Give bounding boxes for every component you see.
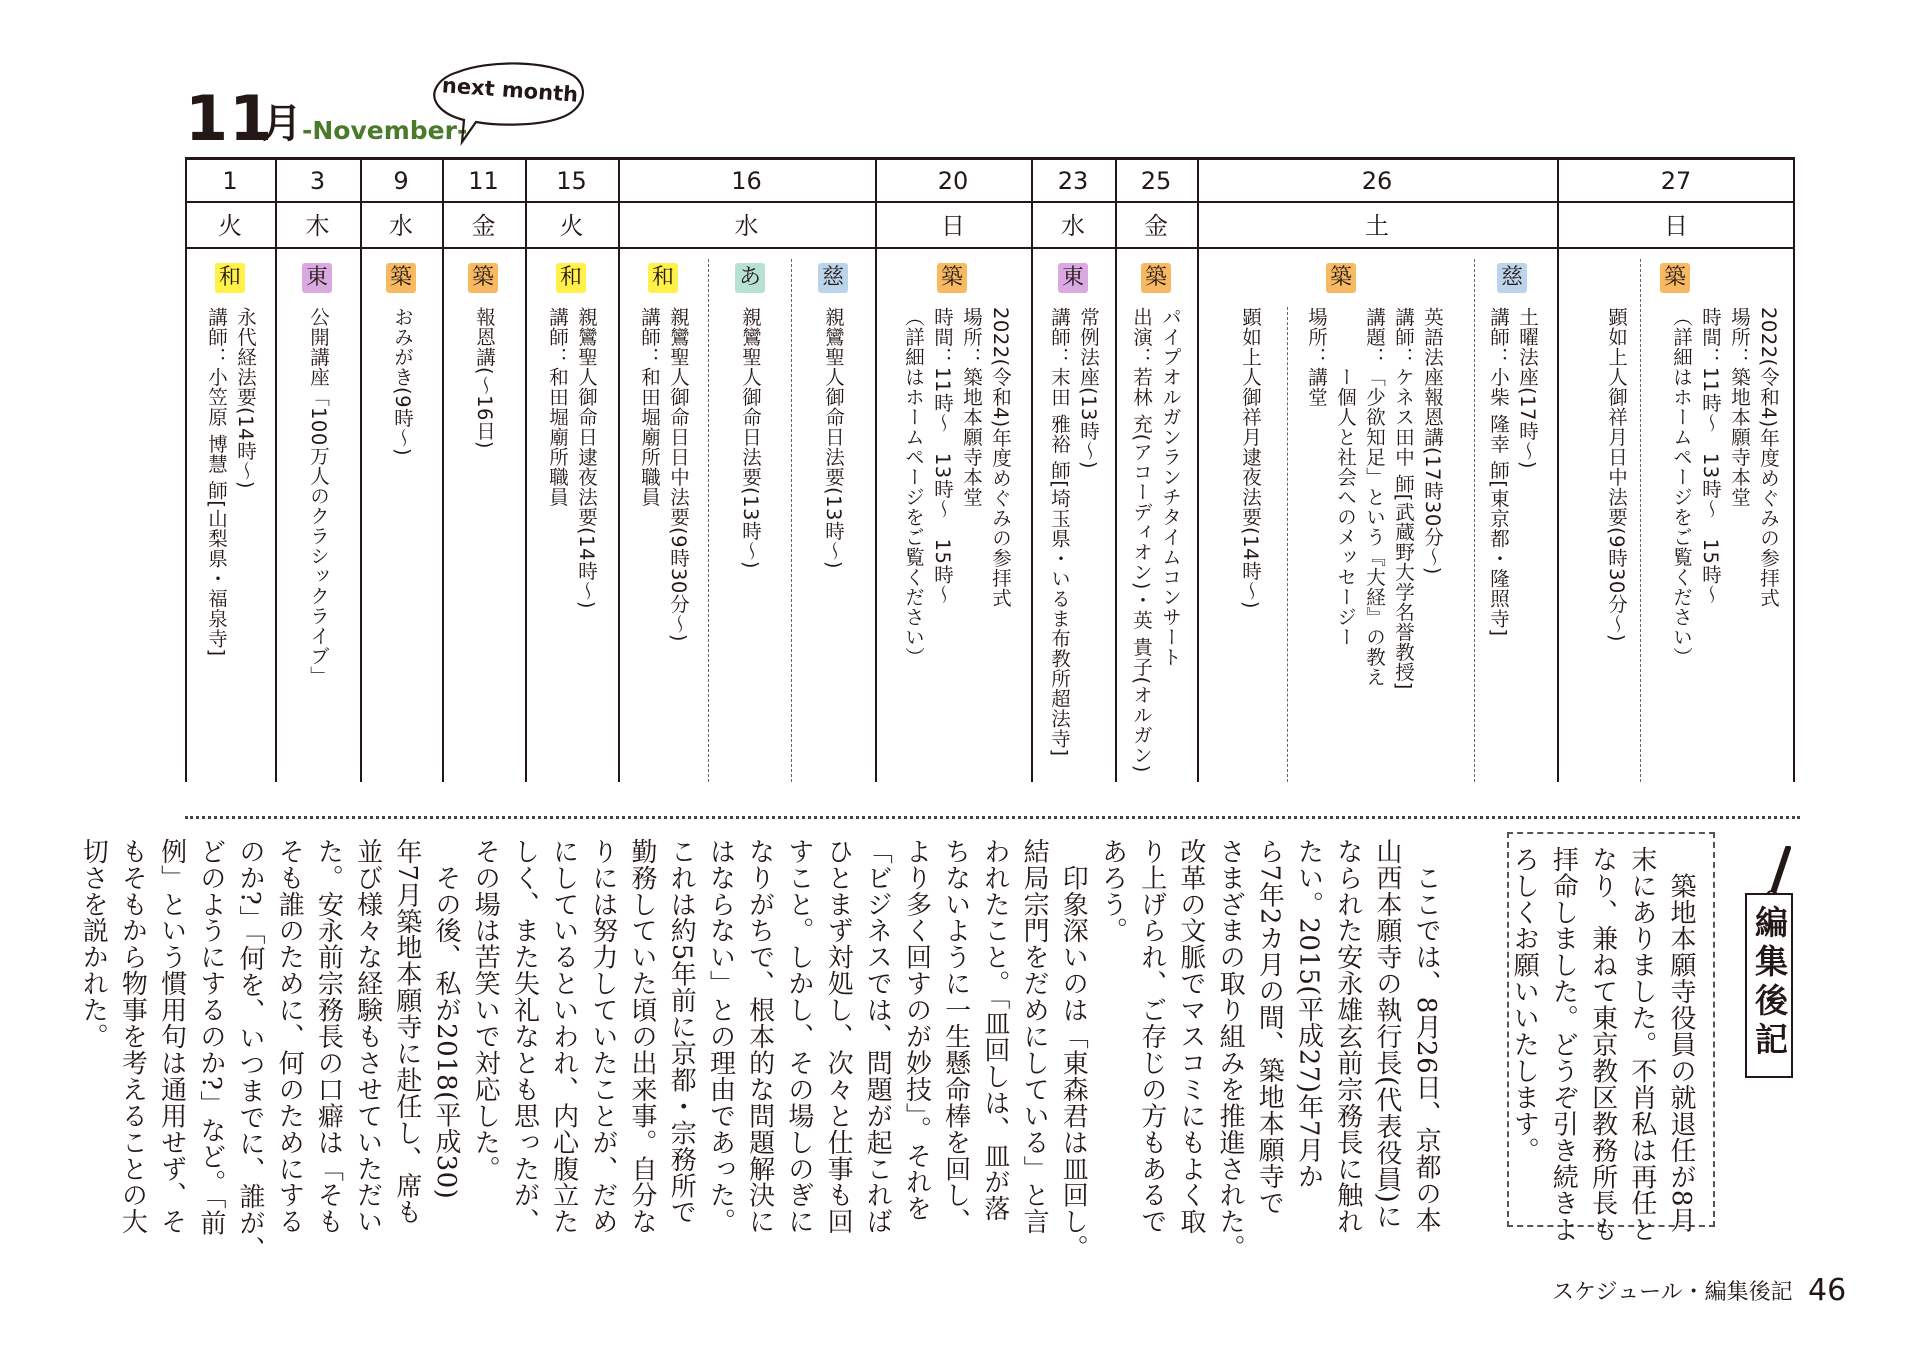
event-line: 講師：末田 雅裕 師[埼玉県・いるま布教所超法寺] xyxy=(1048,307,1071,757)
weekday-16: 水 xyxy=(734,212,759,240)
event-line: 英語法座報恩講(17時30分〜) xyxy=(1421,307,1444,575)
event-line: 親鸞聖人御命日逮夜法要(14時〜) xyxy=(575,307,598,610)
article-line: その場は苦笑いで対応した。 xyxy=(470,838,501,1182)
event-text xyxy=(304,307,333,774)
article-line: りには努力していたことが、だめ xyxy=(587,838,618,1235)
article-line: にしているといわれ、内心腹立た xyxy=(548,838,579,1235)
event-line: 場所：築地本願寺本堂 xyxy=(960,307,983,507)
event-line: 出演：若林 充(アコーディオン)・英 貴子(オルガン) xyxy=(1130,307,1153,773)
date-15: 15 xyxy=(556,167,587,195)
venue-badge: 慈 xyxy=(1497,263,1527,293)
page-number: 46 xyxy=(1808,1273,1847,1308)
date-9: 9 xyxy=(393,167,409,195)
weekday-20: 日 xyxy=(941,212,965,240)
event-line: 顕如上人御祥月逮夜法要(14時〜) xyxy=(1239,307,1262,610)
event-line: ー個人と社会へのメッセージー xyxy=(1334,307,1357,647)
event-line: 2022(令和4)年度めぐみの参拝式 xyxy=(989,307,1012,608)
sub-divider xyxy=(791,259,792,782)
event-text xyxy=(1602,307,1631,774)
venue-badge: 築 xyxy=(386,263,416,293)
event-line: 時間：11時〜 13時〜 15時〜 xyxy=(1699,307,1722,605)
article-line: 年7月築地本願寺に赴任し、席も xyxy=(391,838,422,1226)
event-text xyxy=(470,307,499,774)
event-line: 顕如上人御祥月日中法要(9時30分〜) xyxy=(1605,307,1628,642)
date-26: 26 xyxy=(1361,167,1393,195)
article-line: あろう。 xyxy=(1097,838,1128,944)
article-line: さまざまの取り組みを推進された。 xyxy=(1215,838,1246,1262)
sub-divider xyxy=(1640,259,1641,782)
weekday-9: 水 xyxy=(389,212,413,240)
article-line: 結局宗門をだめにしている」と言 xyxy=(1019,838,1050,1235)
article-line: のか?」「何を、いつまでに、誰が、 xyxy=(235,838,266,1263)
next-month-label: next month xyxy=(441,73,579,107)
section-divider xyxy=(185,816,1800,819)
event-text xyxy=(202,307,260,774)
event-line: 講師：ケネス田中 師[武蔵野大学名誉教授] xyxy=(1392,307,1415,690)
venue-badge: 和 xyxy=(648,263,678,293)
event-line: 親鸞聖人御命日法要(13時〜) xyxy=(822,307,845,570)
event-text xyxy=(543,307,601,774)
article-line: なりがちで、根本的な問題解決に xyxy=(744,838,775,1235)
article-line: より多く回すのが妙技」。それを xyxy=(901,838,932,1222)
event-line: 報恩講(〜16日) xyxy=(473,307,496,450)
event-line: おみがき(9時〜) xyxy=(391,307,414,457)
venue-badge: 東 xyxy=(1058,263,1088,293)
date-11: 11 xyxy=(468,167,499,195)
weekday-23: 水 xyxy=(1061,212,1085,240)
article-line: はならない」との理由であった。 xyxy=(705,838,736,1235)
article-line: ら7年2カ月の間、築地本願寺で xyxy=(1254,838,1285,1216)
article-line: 並び様々な経験もさせていただい xyxy=(352,838,383,1235)
event-line: 場所：講堂 xyxy=(1305,307,1328,407)
event-line: 公開講座「100万人のクラシックライブ」 xyxy=(307,307,330,686)
notice-line: なり、兼ねて東京教区教務所長も xyxy=(1587,846,1618,1243)
article-line: 印象深いのは「東森君は皿回し。 xyxy=(1058,838,1089,1262)
event-line: 講師：和田堀廟所職員 xyxy=(546,307,569,507)
article-line: しく、また失礼なとも思ったが、 xyxy=(509,838,540,1235)
venue-badge: 築 xyxy=(468,263,498,293)
article-line: ひとまず対処し、次々と仕事も回 xyxy=(823,838,854,1235)
article-line: た。安永前宗務長の口癖は「そも xyxy=(313,838,344,1235)
article-line: われたこと。「皿回しは、皿が落 xyxy=(979,838,1010,1222)
weekday-11: 金 xyxy=(471,212,496,240)
article-line: り上げられ、ご存じの方もあるで xyxy=(1136,838,1167,1235)
notice-line: 末にありました。不肖私は再任と xyxy=(1626,846,1657,1243)
weekday-25: 金 xyxy=(1144,212,1168,240)
weekday-3: 木 xyxy=(305,212,330,240)
article-line: 例」という慣用句は通用せず、そ xyxy=(156,838,187,1235)
article-line: ちないように一生懸命棒を回し、 xyxy=(940,838,971,1235)
event-line: 2022(令和4)年度めぐみの参拝式 xyxy=(1757,307,1780,608)
event-text xyxy=(1045,307,1103,774)
event-text xyxy=(819,307,848,774)
article-line: なられた安永雄玄前宗務長に触れ xyxy=(1332,838,1363,1235)
month-english: -November- xyxy=(302,116,468,145)
article-line: 「ビジネスでは、問題が起これば xyxy=(862,838,893,1235)
event-line: 永代経法要(14時〜) xyxy=(234,307,257,490)
date-3: 3 xyxy=(309,167,326,195)
notice-line: 拝命しました。どうぞ引き続きよ xyxy=(1548,846,1579,1243)
notice-line: ろしくお願いいたします。 xyxy=(1509,846,1540,1164)
schedule-table xyxy=(185,157,1795,782)
venue-badge: 慈 xyxy=(818,263,848,293)
event-line: 常例法座(13時〜) xyxy=(1077,307,1100,470)
venue-badge: 築 xyxy=(1141,263,1171,293)
event-text xyxy=(1127,307,1185,774)
date-16: 16 xyxy=(731,167,762,195)
event-line: 講師：小柴 隆幸 師[東京都・隆照寺] xyxy=(1487,307,1510,637)
event-text xyxy=(1302,307,1447,774)
event-line: （詳細はホームページをご覧ください） xyxy=(1670,307,1693,667)
venue-badge: 東 xyxy=(302,263,332,293)
article-line: これは約5年前に京都・宗務所で xyxy=(666,838,697,1226)
date-20: 20 xyxy=(937,167,969,195)
date-1: 1 xyxy=(222,167,238,195)
article-line: ここでは、8月26日、京都の本 xyxy=(1411,838,1442,1233)
article-line: 山西本願寺の執行長(代表役員)に xyxy=(1371,838,1402,1230)
weekday-15: 火 xyxy=(559,212,584,240)
event-text xyxy=(1484,307,1542,774)
sub-divider xyxy=(1474,259,1475,782)
article-line: すこと。しかし、その場しのぎに xyxy=(783,838,814,1235)
article-line: 勤務していた頃の出来事。自分な xyxy=(627,838,658,1235)
sub-divider xyxy=(708,259,709,782)
weekday-27: 日 xyxy=(1664,212,1688,240)
event-line: 場所：築地本願寺本堂 xyxy=(1728,307,1751,507)
article-line: どのようにするのか?」など。「前 xyxy=(195,838,226,1237)
month-kanji: 月 xyxy=(262,101,302,147)
event-text xyxy=(736,307,765,774)
month-number: 11 xyxy=(185,82,274,155)
weekday-26: 土 xyxy=(1365,212,1389,240)
venue-badge: 築 xyxy=(1660,263,1690,293)
date-25: 25 xyxy=(1140,167,1172,195)
notice-text xyxy=(1504,846,1700,1243)
event-text xyxy=(1236,307,1265,774)
notice-line: 築地本願寺役員の就退任が8月 xyxy=(1666,846,1697,1234)
event-text xyxy=(899,307,1015,774)
article-line: もそもから物事を考えることの大 xyxy=(117,838,148,1235)
event-line: 講師：和田堀廟所職員 xyxy=(638,307,661,507)
venue-badge: 和 xyxy=(556,263,586,293)
event-line: パイプオルガンランチタイムコンサート xyxy=(1159,307,1182,667)
event-line: 時間：11時〜 13時〜 15時〜 xyxy=(931,307,954,605)
editorial-body xyxy=(73,838,1445,1303)
event-text xyxy=(1667,307,1783,774)
event-line: 親鸞聖人御命日法要(13時〜) xyxy=(739,307,762,570)
event-line: 土曜法座(17時〜) xyxy=(1516,307,1539,470)
venue-badge: あ xyxy=(735,263,765,293)
article-line: そも誰のために、何のためにする xyxy=(274,838,305,1235)
event-text xyxy=(388,307,417,774)
sub-divider xyxy=(1287,307,1288,782)
venue-badge: 築 xyxy=(937,263,967,293)
event-line: （詳細はホームページをご覧ください） xyxy=(902,307,925,667)
article-line: 改革の文脈でマスコミにもよく取 xyxy=(1175,838,1206,1235)
article-line: たい。2015(平成27)年7月か xyxy=(1293,838,1324,1190)
editorial-title: 編集後記 xyxy=(1750,905,1789,1061)
venue-badge: 和 xyxy=(215,263,245,293)
event-line: 講題：「少欲知足」という『大経』の教え xyxy=(1363,307,1386,687)
article-line: その後、私が2018(平成30) xyxy=(431,838,462,1200)
event-line: 親鸞聖人御命日日中法要(9時30分〜) xyxy=(667,307,690,642)
event-text xyxy=(635,307,693,774)
date-27: 27 xyxy=(1660,167,1692,195)
event-line: 講師：小笠原 博慧 師[山梨県・福泉寺] xyxy=(205,307,228,657)
footer-section-label: スケジュール・編集後記 xyxy=(1552,1280,1793,1305)
weekday-1: 火 xyxy=(218,212,242,240)
venue-badge: 築 xyxy=(1326,263,1356,293)
article-line: 切さを説かれた。 xyxy=(78,838,109,1050)
date-23: 23 xyxy=(1057,167,1089,195)
